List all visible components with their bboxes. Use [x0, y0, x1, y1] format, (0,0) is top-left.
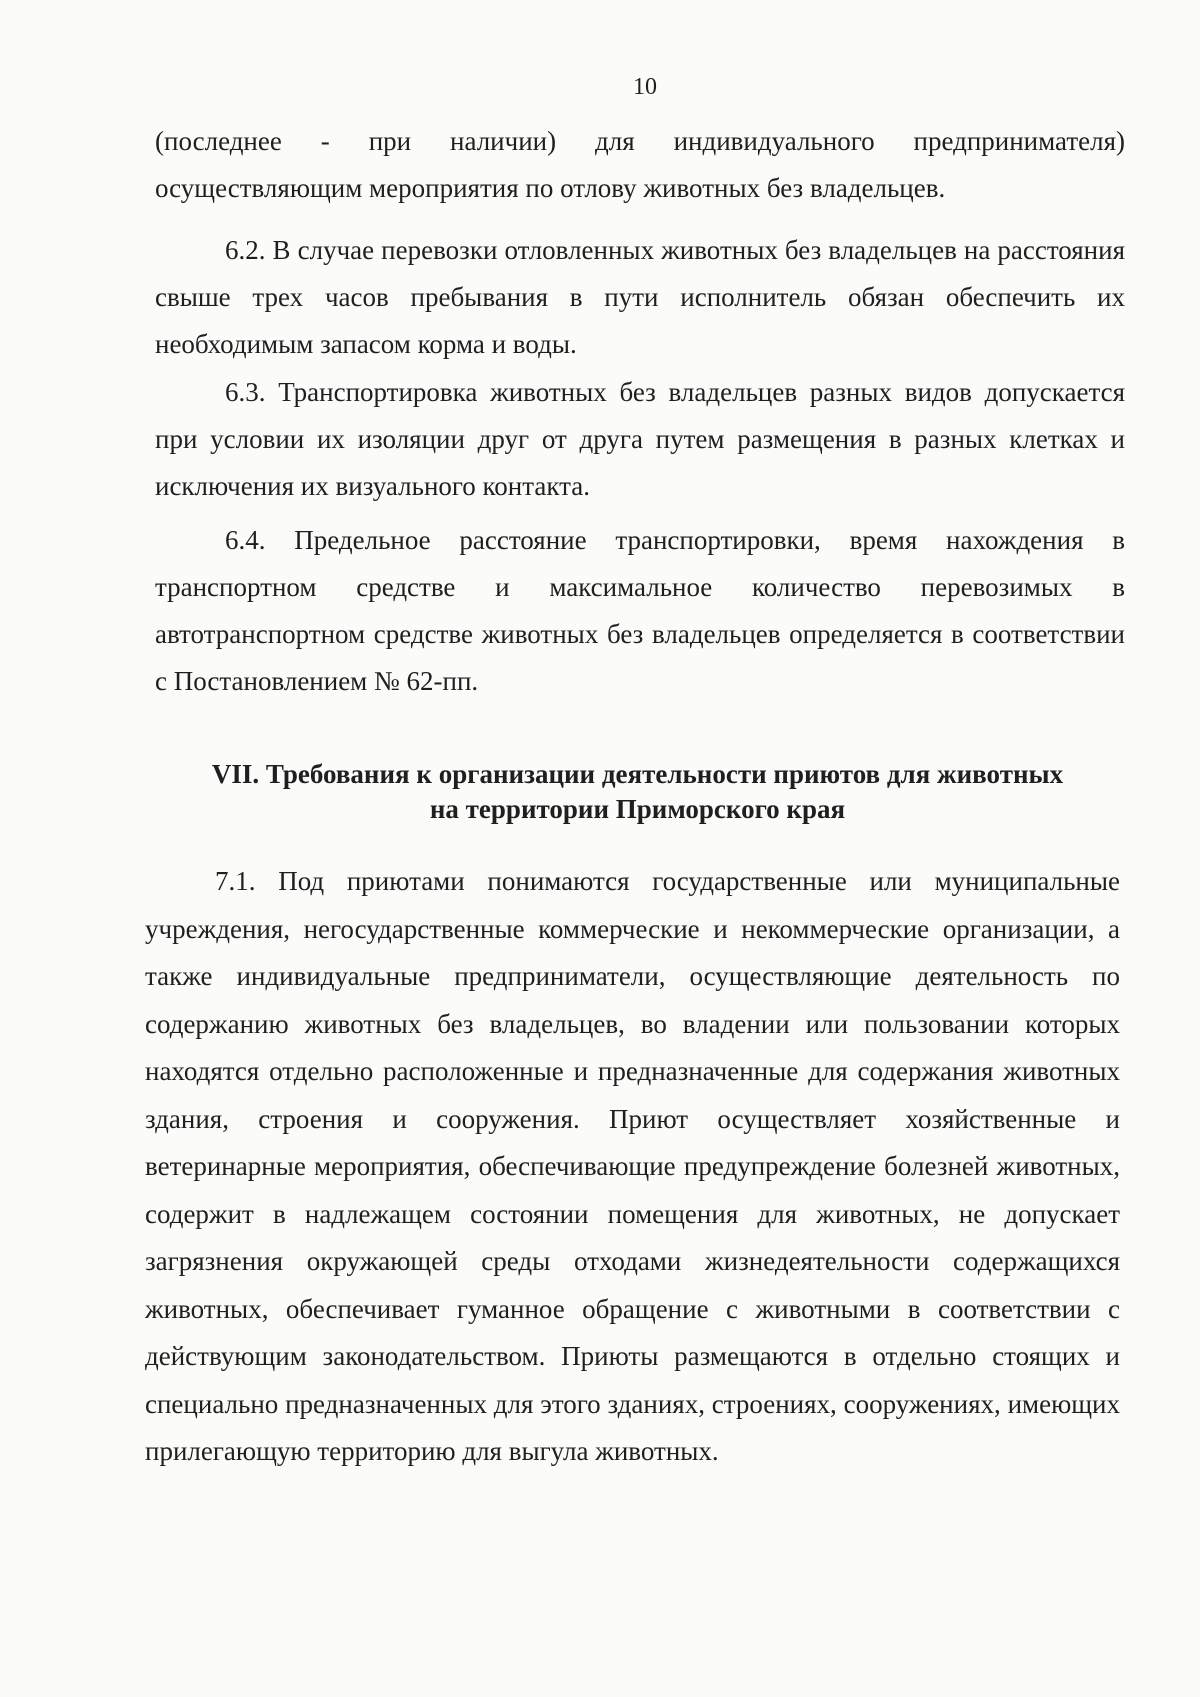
section-heading-line-2: на территории Приморского края	[429, 794, 846, 824]
section-heading-line-1: VII. Требования к организации деятельности приютов для животных	[211, 759, 1064, 789]
page-number: 10	[633, 74, 657, 100]
section-heading	[150, 757, 1125, 827]
paragraph-6-1-continuation: (последнее - при наличии) для индивидуального предпринимателя) осуществляющим мероприятия по отлову животных без владельцев.	[155, 126, 1125, 203]
paragraph-6-3: 6.3. Транспортировка животных без владельцев разных видов допускается при условии их изоляции друг от друга путем размещения в разных клетках и исключения их визуального контакта.	[155, 377, 1125, 501]
paragraph-6-2: 6.2. В случае перевозки отловленных животных без владельцев на расстояния свыше трех часов пребывания в пути исполнитель обязан обеспечить их необходимым запасом корма и воды.	[155, 235, 1125, 359]
paragraph-7-1: 7.1. Под приютами понимаются государственные или муниципальные учреждения, негосударственные коммерческие и некоммерческие организации, а также индивидуальные предприниматели, осуществляющие деятельность по содержанию животных без владельцев, во владении или пользовании которых находятся отдельно расположенные и предназначенные для содержания животных здания, строения и сооружения. Приют осуществляет хозяйственные и ветеринарные мероприятия, обеспечивающие предупреждение болезней животных, содержит в надлежащем состоянии помещения для животных, не допускает загрязнения окружающей среды отходами жизнедеятельности содержащихся животных, обеспечивает гуманное обращение с животными в соответствии с действующим законодательством. Приюты размещаются в отдельно стоящих и специально предназначенных для этого зданиях, строениях, сооружениях, имеющих прилегающую территорию для выгула животных.	[145, 866, 1120, 1466]
paragraph-6-4: 6.4. Предельное расстояние транспортировки, время нахождения в транспортном средстве и максимальное количество перевозимых в автотранспортном средстве животных без владельцев определяется в соответствии с Постановлением № 62-пп.	[155, 525, 1125, 696]
